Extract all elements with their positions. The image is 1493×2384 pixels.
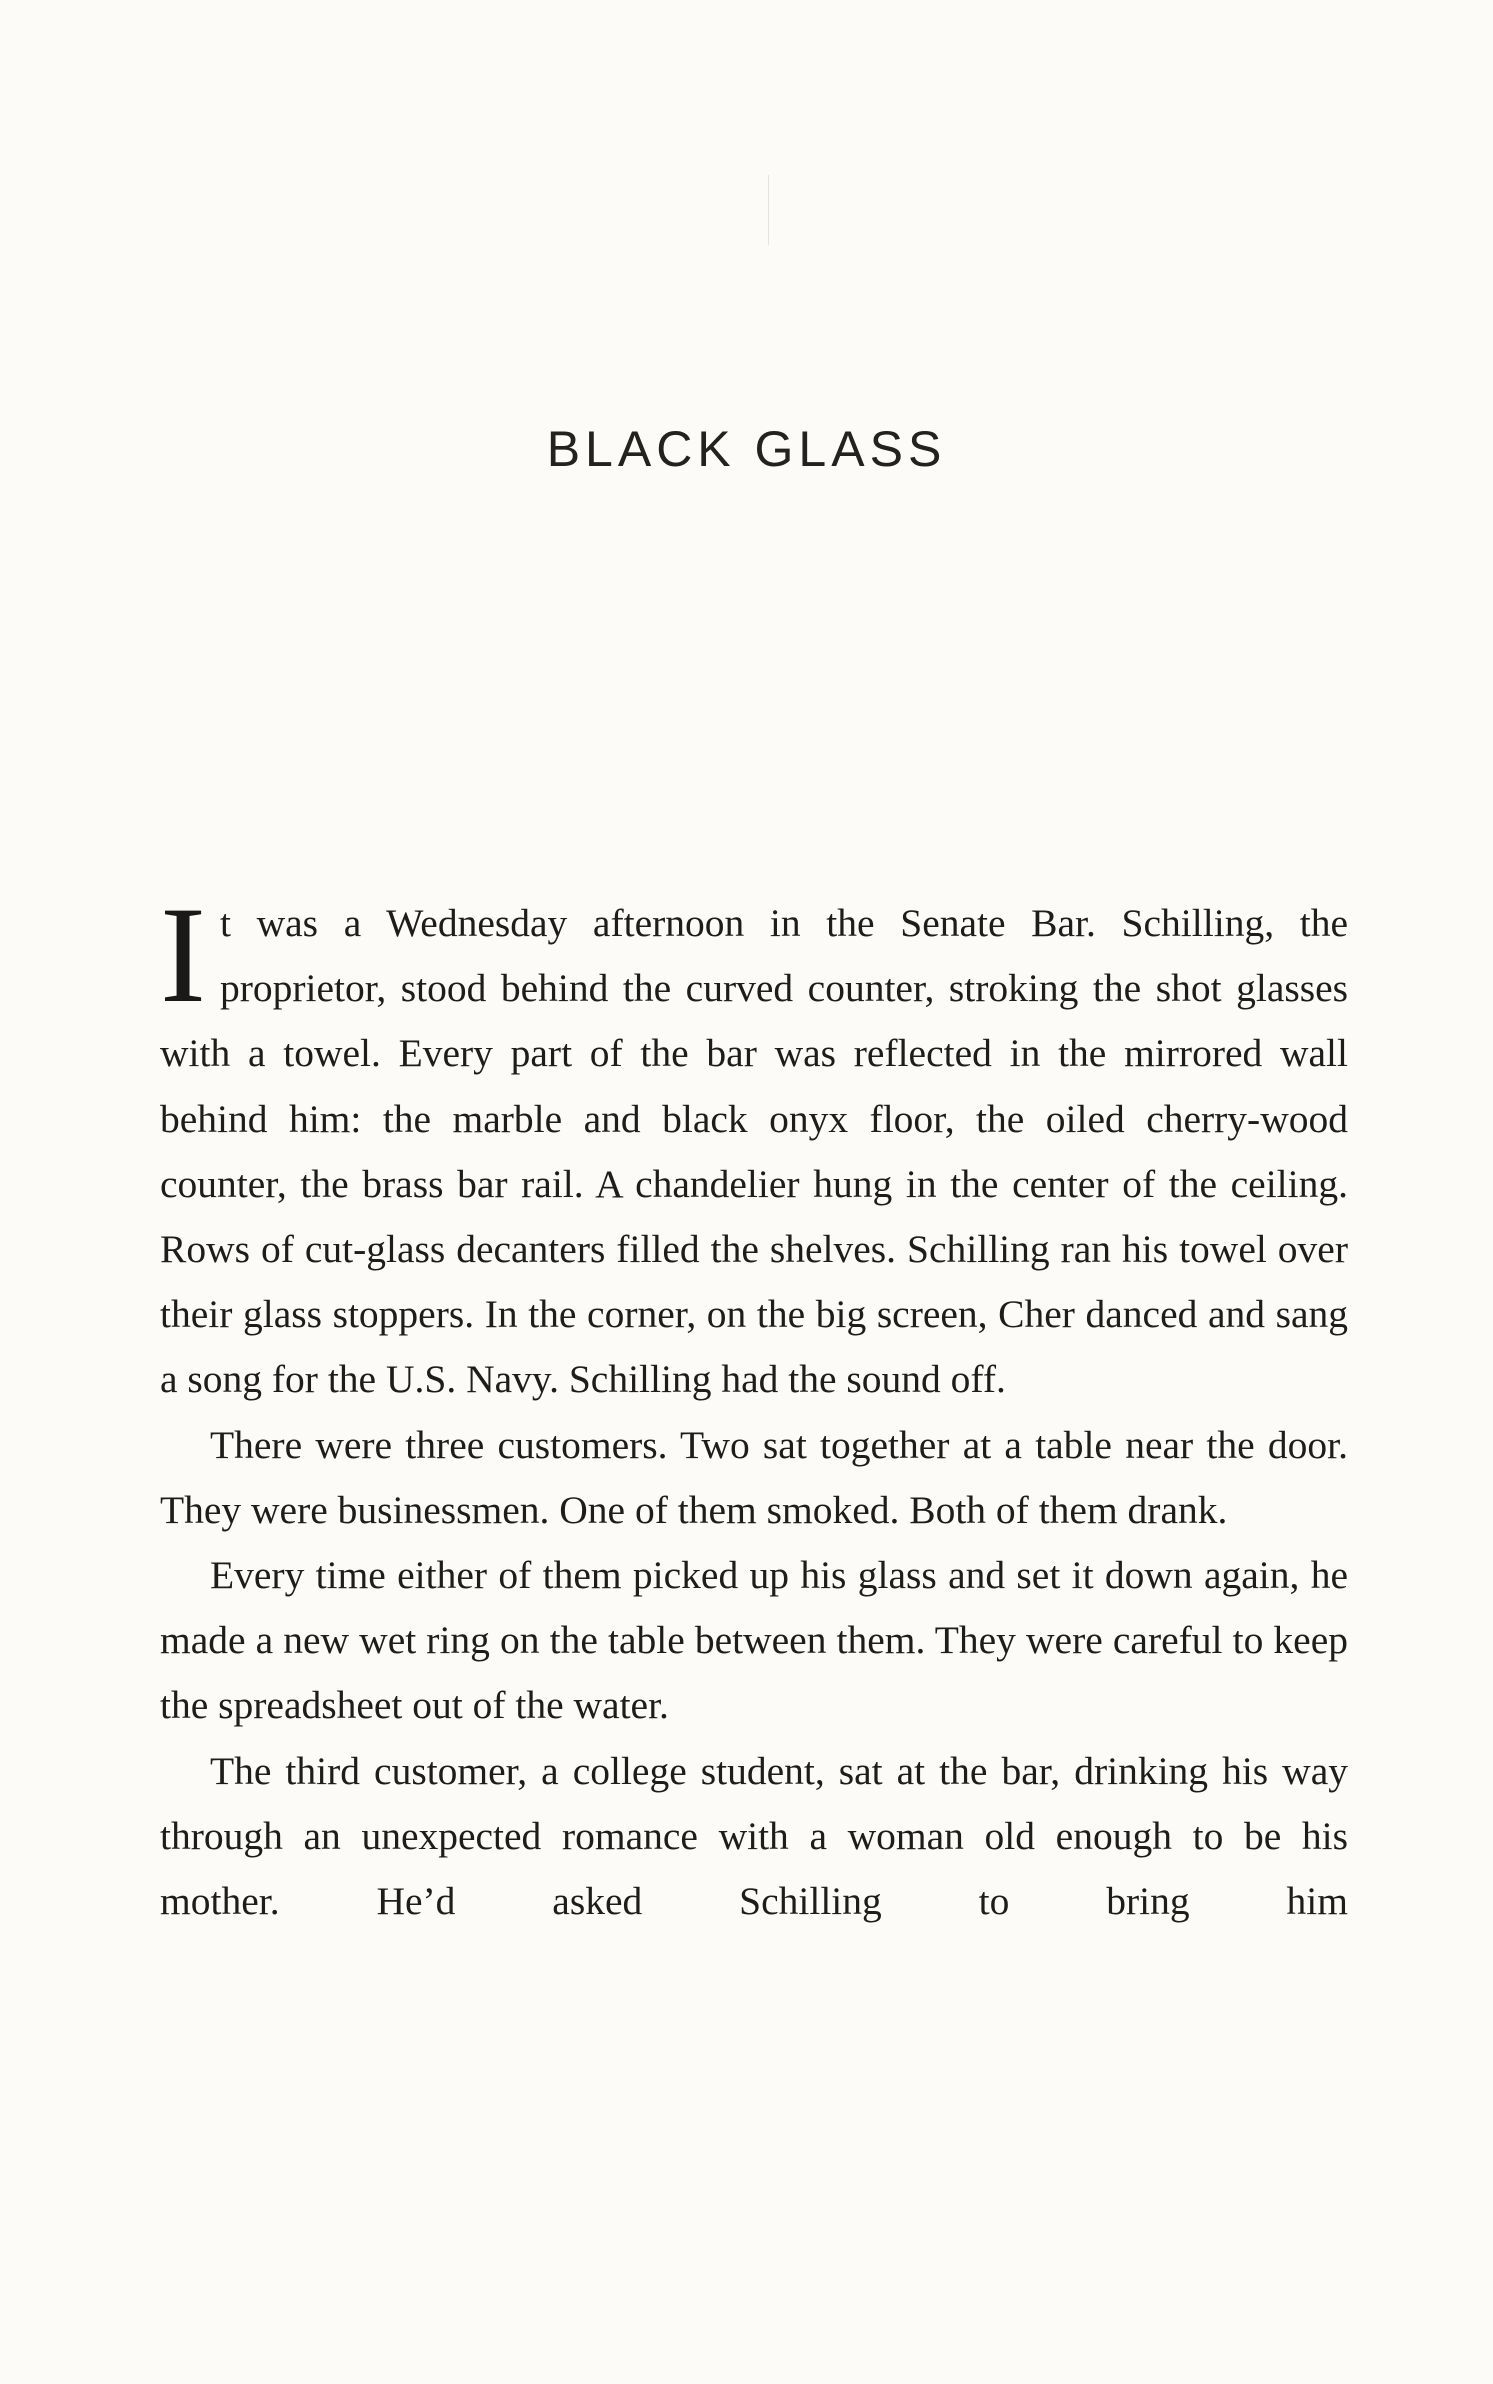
paragraph-3: Every time either of them picked up his glass and set it down again, he made a new wet ring on the table between them. They were careful to keep the spreadsheet out of the water. <box>160 1553 1348 1728</box>
story-text <box>160 878 1348 1934</box>
scan-artifact-line <box>768 175 769 245</box>
paragraph-4: The third customer, a college student, sat at the bar, drinking his way through an unexpected romance with a woman old enough to be his mother. He’d asked Schilling to bring him <box>160 1748 1348 1924</box>
drop-cap: I <box>160 878 206 1031</box>
paragraph-1 <box>160 878 1348 1413</box>
paragraph-1-text: t was a Wednesday afternoon in the Senate Bar. Schilling, the proprietor, stood behind the curved counter, stroking the shot glasses with a towel. Every part of the bar was reflected in the mirrored wall behind him: the marble and black onyx floor, the oiled cherry-wood counter, the brass bar rail. A chandelier hung in the center of the ceiling. Rows of cut-glass decanters filled the shelves. Schilling ran his towel over their glass stoppers. In the corner, on the big screen, Cher danced and sang a song for the U.S. Navy. Schilling had the sound off. <box>160 901 1348 1402</box>
paragraph-2: There were three customers. Two sat together at a table near the door. They were businessmen. One of them smoked. Both of them drank. <box>160 1422 1348 1532</box>
chapter-title: BLACK GLASS <box>546 421 947 477</box>
